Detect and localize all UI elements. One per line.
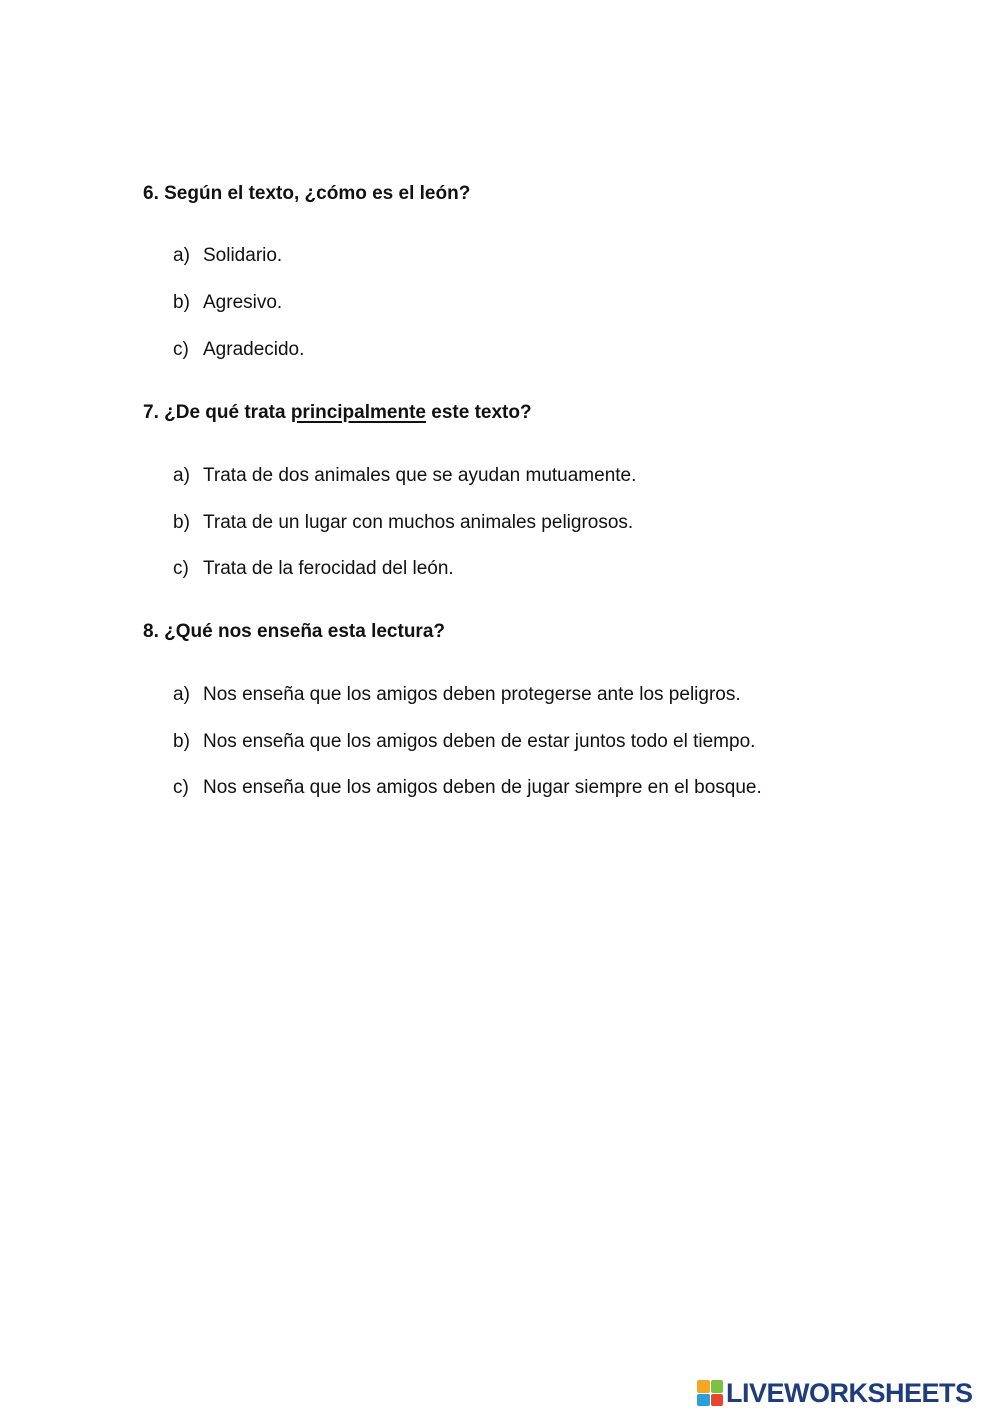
question-7 (143, 401, 532, 425)
option-text: Trata de un lugar con muchos animales peligrosos. (203, 512, 634, 533)
question-8-option-a[interactable] (173, 683, 741, 707)
logo-square-3 (697, 1394, 710, 1407)
option-text: Nos enseña que los amigos deben de estar juntos todo el tiempo. (203, 731, 756, 752)
question-7-prefix: 7. ¿De qué trata (143, 402, 291, 423)
option-text: Trata de dos animales que se ayudan mutuamente. (203, 465, 637, 486)
question-6: 6. Según el texto, ¿cómo es el león? (143, 183, 471, 204)
option-text: Agresivo. (203, 292, 283, 313)
option-text: Nos enseña que los amigos deben protegerse ante los peligros. (203, 684, 741, 705)
option-letter: c) (173, 339, 189, 360)
question-8: 8. ¿Qué nos enseña esta lectura? (143, 621, 445, 642)
logo-square-2 (711, 1380, 724, 1393)
question-7-suffix: este texto? (425, 402, 532, 423)
option-letter: a) (173, 245, 190, 266)
question-7-option-a[interactable] (173, 464, 636, 488)
question-8-option-b[interactable] (173, 730, 755, 754)
question-6-option-b[interactable] (173, 291, 282, 315)
question-7-option-b[interactable] (173, 511, 633, 535)
question-8-option-c[interactable] (173, 776, 762, 800)
liveworksheets-brand (697, 1377, 973, 1409)
logo-square-1 (697, 1380, 710, 1393)
option-letter: c) (173, 777, 189, 798)
option-text: Nos enseña que los amigos deben de jugar siempre en el bosque. (203, 777, 762, 798)
option-letter: c) (173, 558, 189, 579)
question-6-option-a[interactable] (173, 244, 282, 268)
option-letter: a) (173, 465, 190, 486)
question-7-underlined-word: principalmente (290, 402, 426, 423)
option-letter: b) (173, 512, 190, 533)
brand-name: LIVEWORKSHEETS (726, 1377, 973, 1408)
option-text: Trata de la ferocidad del león. (203, 558, 454, 579)
option-letter: b) (173, 292, 190, 313)
question-7-option-c[interactable] (173, 557, 454, 581)
option-letter: a) (173, 684, 190, 705)
option-text: Agradecido. (203, 339, 305, 360)
option-text: Solidario. (203, 245, 283, 266)
logo-square-4 (711, 1394, 724, 1407)
question-6-option-c[interactable] (173, 338, 304, 362)
option-letter: b) (173, 731, 190, 752)
liveworksheets-logo-icon (697, 1380, 723, 1406)
